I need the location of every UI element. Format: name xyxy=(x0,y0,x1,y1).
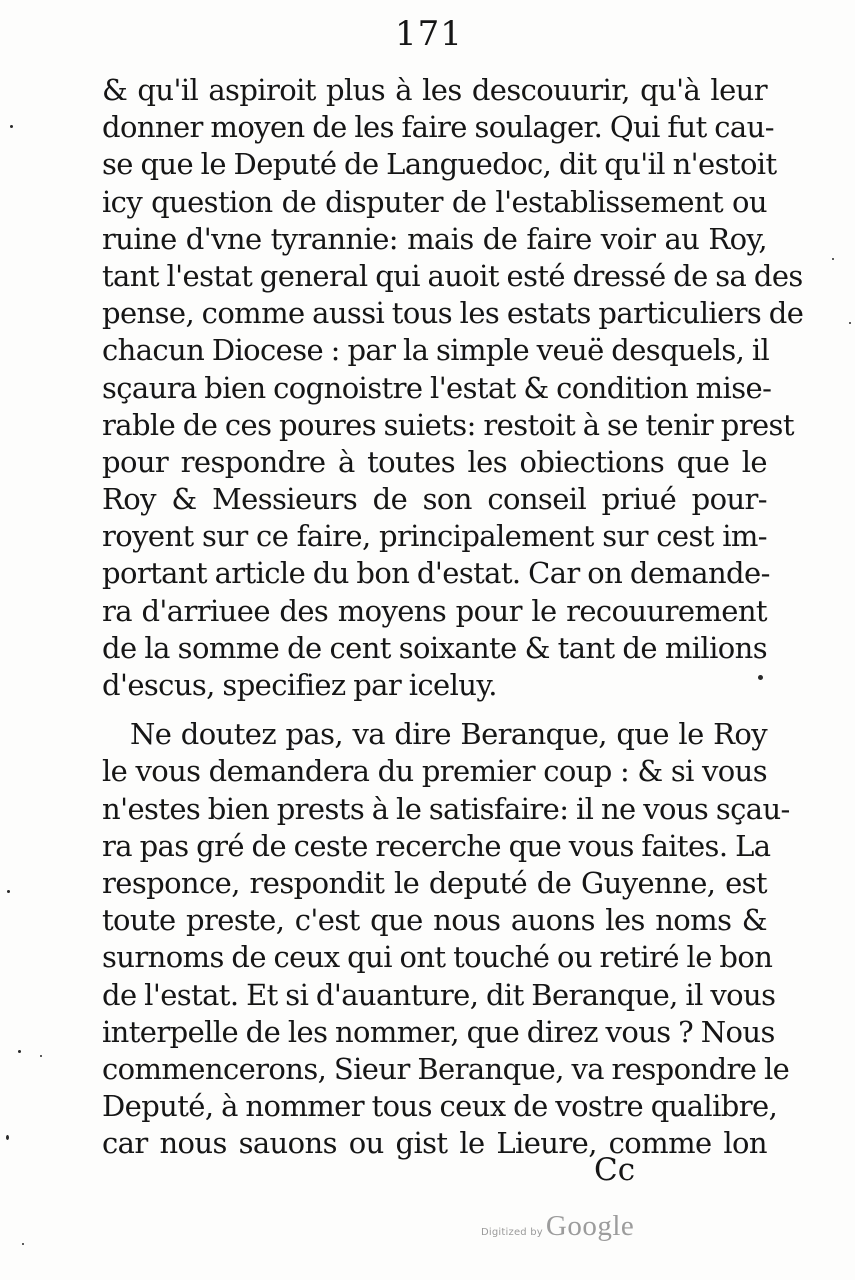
text-line: ruine d'vne tyrannie: mais de faire voir au Roy, xyxy=(102,221,767,256)
body-text xyxy=(102,72,804,1162)
text-line: car nous sauons ou gist le Lieure, comme lon xyxy=(102,1126,767,1161)
scan-speck xyxy=(10,125,13,128)
text-line: se que le Deputé de Languedoc, dit qu'il n'estoit xyxy=(102,147,777,182)
text-line: interpelle de les nommer, que direz vous ? Nous xyxy=(102,1014,775,1049)
text-line: de l'estat. Et si d'auanture, dit Beranque, il vous xyxy=(102,977,776,1012)
text-line: Ne doutez pas, va dire Beranque, que le Roy xyxy=(130,717,767,752)
text-line: ra pas gré de ceste recerche que vous faites. La xyxy=(102,828,771,863)
text-line: Roy & Messieurs de son conseil priué pour- xyxy=(102,482,767,517)
text-line: responce, respondit le deputé de Guyenne, est xyxy=(102,865,767,900)
scan-speck xyxy=(22,1243,24,1245)
paragraph-gap xyxy=(102,704,767,716)
text-line: donner moyen de les faire soulager. Qui fut cau- xyxy=(102,110,774,145)
digitized-prefix: Digitized by xyxy=(481,1227,543,1238)
text-line: de la somme de cent soixante & tant de milions xyxy=(102,630,767,665)
text-line: & qu'il aspiroit plus à les descouurir, qu'à leur xyxy=(102,73,767,107)
scan-speck xyxy=(40,1055,42,1057)
text-line: n'estes bien prests à le satisfaire: il ne vous sçau- xyxy=(102,791,790,826)
text-line: rable de ces poures suiets: restoit à se tenir prest xyxy=(102,407,794,442)
text-line: d'escus, specifiez par iceluy. xyxy=(102,668,497,702)
scan-speck xyxy=(758,675,763,680)
text-line: icy question de disputer de l'establissement ou xyxy=(102,184,767,219)
scan-speck xyxy=(832,258,834,260)
text-line: ra d'arriuee des moyens pour le recouurement xyxy=(102,593,767,628)
scan-speck xyxy=(7,890,10,893)
text-line: pour respondre à toutes les obiections que le xyxy=(102,444,767,479)
text-line: pense, comme aussi tous les estats particuliers de xyxy=(102,296,804,331)
text-line: portant article du bon d'estat. Car on demande- xyxy=(102,556,770,591)
scan-speck xyxy=(6,1135,9,1140)
text-line: sçaura bien cognoistre l'estat & condition mise- xyxy=(102,370,772,405)
page-number: 171 xyxy=(395,14,463,54)
scan-speck xyxy=(849,322,851,324)
google-logo: Google xyxy=(545,1210,635,1242)
scan-speck xyxy=(18,1050,21,1053)
text-line: Deputé, à nommer tous ceux de vostre qualibre, xyxy=(102,1089,778,1124)
text-line: chacun Diocese : par la simple veuë desquels, il xyxy=(102,333,770,368)
text-line: toute preste, c'est que nous auons les noms & xyxy=(102,903,767,938)
text-line: le vous demandera du premier coup : & si vous xyxy=(102,754,767,789)
text-line: royent sur ce faire, principalement sur cest im- xyxy=(102,519,767,554)
text-line: tant l'estat general qui auoit esté dressé de sa des xyxy=(102,258,803,293)
digitized-watermark xyxy=(481,1210,634,1243)
catchword: Cc xyxy=(594,1152,636,1188)
text-line: commencerons, Sieur Beranque, va respondre le xyxy=(102,1051,790,1086)
text-line: surnoms de ceux qui ont touché ou retiré le bon xyxy=(102,940,773,975)
